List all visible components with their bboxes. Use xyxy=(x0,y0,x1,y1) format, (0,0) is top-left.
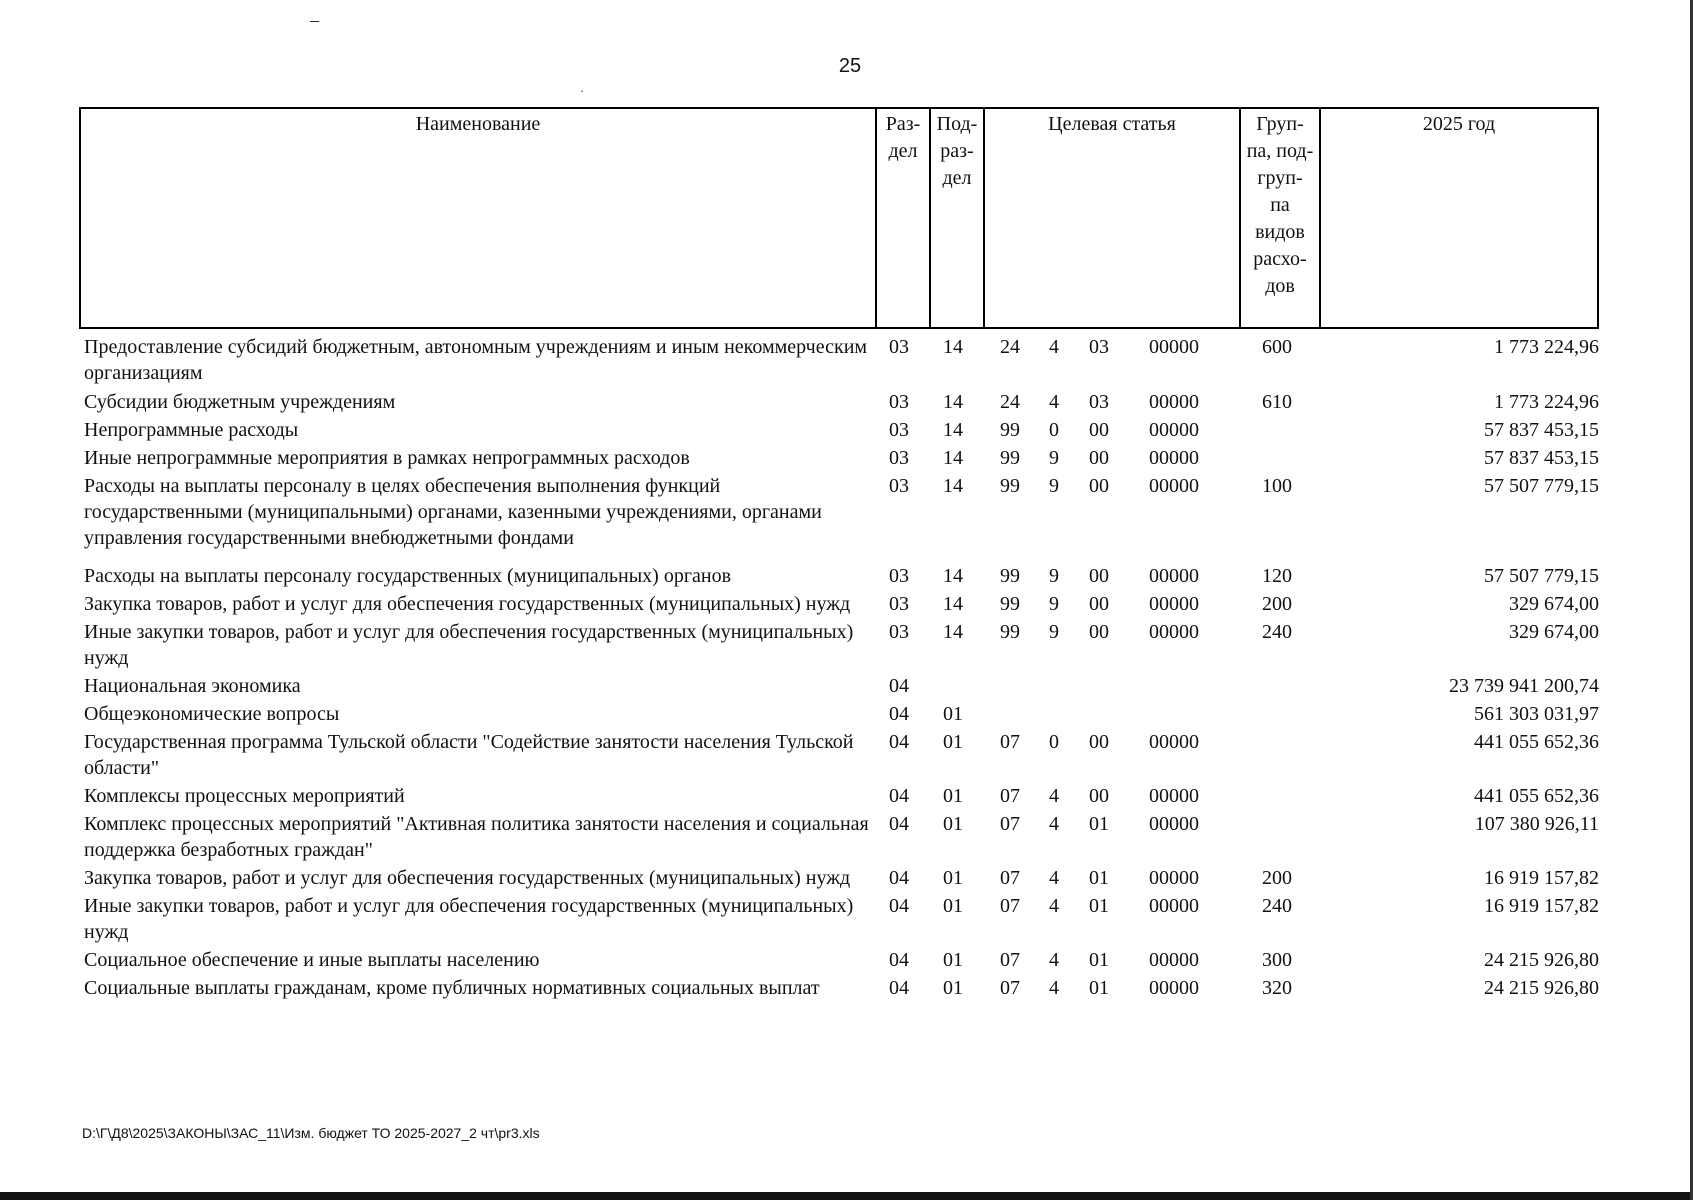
row-group: 240 xyxy=(1262,895,1292,917)
table-row xyxy=(79,729,1599,781)
row-name: Иные непрограммные мероприятия в рамках непрограммных расходов xyxy=(84,447,690,469)
row-amount: 57 507 779,15 xyxy=(1484,475,1599,497)
row-t1: 07 xyxy=(1000,785,1020,807)
header-subsection: Под- раз- дел xyxy=(929,109,983,327)
row-t2: 4 xyxy=(1049,336,1059,358)
row-t2: 9 xyxy=(1049,621,1059,643)
row-t3: 00 xyxy=(1089,419,1109,441)
row-section: 04 xyxy=(889,977,909,999)
row-amount: 23 739 941 200,74 xyxy=(1449,675,1599,697)
row-amount: 57 837 453,15 xyxy=(1484,419,1599,441)
row-t4: 00000 xyxy=(1149,813,1199,835)
row-subsection: 01 xyxy=(943,867,963,889)
row-amount: 329 674,00 xyxy=(1509,621,1599,643)
table-row xyxy=(79,591,1599,617)
file-path-footer: D:\Г\Д8\2025\ЗАКОНЫ\ЗАС_11\Изм. бюджет ТО 2025-2027_2 чт\pr3.xls xyxy=(82,1125,540,1141)
row-t1: 24 xyxy=(1000,391,1020,413)
row-amount: 441 055 652,36 xyxy=(1474,785,1599,807)
stray-dash-mark: – xyxy=(310,10,319,30)
row-t4: 00000 xyxy=(1149,419,1199,441)
row-t3: 00 xyxy=(1089,475,1109,497)
row-t3: 00 xyxy=(1089,447,1109,469)
row-subsection: 14 xyxy=(943,447,963,469)
table-header xyxy=(79,107,1599,329)
row-t3: 01 xyxy=(1089,813,1109,835)
table-row xyxy=(79,947,1599,973)
row-subsection: 01 xyxy=(943,895,963,917)
row-t1: 99 xyxy=(1000,419,1020,441)
row-t2: 9 xyxy=(1049,565,1059,587)
row-name: Государственная программа Тульской области "Содействие занятости населения Тульской области" xyxy=(84,731,854,779)
row-t4: 00000 xyxy=(1149,336,1199,358)
table-row xyxy=(79,893,1599,945)
row-name: Национальная экономика xyxy=(84,675,301,697)
row-section: 04 xyxy=(889,731,909,753)
row-section: 03 xyxy=(889,475,909,497)
row-section: 04 xyxy=(889,949,909,971)
table-row xyxy=(79,334,1599,386)
row-amount: 1 773 224,96 xyxy=(1494,336,1599,358)
row-t4: 00000 xyxy=(1149,475,1199,497)
row-t3: 00 xyxy=(1089,565,1109,587)
table-row xyxy=(79,783,1599,809)
table-row xyxy=(79,445,1599,471)
table-row xyxy=(79,619,1599,671)
row-t4: 00000 xyxy=(1149,977,1199,999)
row-section: 04 xyxy=(889,867,909,889)
row-subsection: 14 xyxy=(943,419,963,441)
row-subsection: 14 xyxy=(943,391,963,413)
page-number: 25 xyxy=(838,55,862,77)
table-row xyxy=(79,975,1599,1001)
table-row xyxy=(79,563,1599,589)
row-t4: 00000 xyxy=(1149,447,1199,469)
row-t3: 01 xyxy=(1089,895,1109,917)
row-section: 04 xyxy=(889,895,909,917)
row-subsection: 01 xyxy=(943,703,963,725)
row-t2: 4 xyxy=(1049,977,1059,999)
row-t1: 07 xyxy=(1000,977,1020,999)
row-section: 03 xyxy=(889,336,909,358)
table-row xyxy=(79,811,1599,863)
table-row xyxy=(79,673,1599,699)
table-row xyxy=(79,417,1599,443)
row-t4: 00000 xyxy=(1149,565,1199,587)
row-t4: 00000 xyxy=(1149,895,1199,917)
row-group: 600 xyxy=(1262,336,1292,358)
row-t2: 4 xyxy=(1049,867,1059,889)
row-name: Непрограммные расходы xyxy=(84,419,299,441)
row-section: 04 xyxy=(889,675,909,697)
row-t4: 00000 xyxy=(1149,785,1199,807)
row-subsection: 14 xyxy=(943,565,963,587)
row-t1: 07 xyxy=(1000,731,1020,753)
row-section: 03 xyxy=(889,419,909,441)
row-t3: 03 xyxy=(1089,336,1109,358)
table-row xyxy=(79,701,1599,727)
header-target-article: Целевая статья xyxy=(983,109,1239,327)
row-t1: 99 xyxy=(1000,621,1020,643)
row-section: 04 xyxy=(889,785,909,807)
row-section: 04 xyxy=(889,813,909,835)
bottom-border xyxy=(0,1192,1693,1200)
row-group: 300 xyxy=(1262,949,1292,971)
row-subsection: 01 xyxy=(943,813,963,835)
row-amount: 57 837 453,15 xyxy=(1484,447,1599,469)
row-t3: 01 xyxy=(1089,867,1109,889)
row-amount: 329 674,00 xyxy=(1509,593,1599,615)
row-name: Закупка товаров, работ и услуг для обеспечения государственных (муниципальных) нужд xyxy=(84,593,851,615)
row-t1: 99 xyxy=(1000,565,1020,587)
row-amount: 57 507 779,15 xyxy=(1484,565,1599,587)
stray-dot-mark: · xyxy=(580,84,584,98)
row-section: 03 xyxy=(889,391,909,413)
row-group: 100 xyxy=(1262,475,1292,497)
row-name: Иные закупки товаров, работ и услуг для обеспечения государственных (муниципальных) нужд xyxy=(84,621,854,669)
row-t2: 0 xyxy=(1049,419,1059,441)
row-section: 03 xyxy=(889,621,909,643)
row-name: Предоставление субсидий бюджетным, автономным учреждениям и иным некоммерческим организациям xyxy=(84,336,868,384)
row-t4: 00000 xyxy=(1149,867,1199,889)
row-name: Расходы на выплаты персоналу в целях обеспечения выполнения функций государственными (муниципальными) органами, казенными учреждениями, органами управления государственными внебюджетными фондами xyxy=(84,475,822,549)
row-group: 240 xyxy=(1262,621,1292,643)
table-row xyxy=(79,865,1599,891)
row-t2: 9 xyxy=(1049,593,1059,615)
row-subsection: 01 xyxy=(943,731,963,753)
row-section: 03 xyxy=(889,447,909,469)
row-t2: 9 xyxy=(1049,475,1059,497)
row-t2: 4 xyxy=(1049,785,1059,807)
row-t4: 00000 xyxy=(1149,621,1199,643)
row-amount: 561 303 031,97 xyxy=(1474,703,1599,725)
row-amount: 16 919 157,82 xyxy=(1484,895,1599,917)
row-t2: 0 xyxy=(1049,731,1059,753)
row-t1: 99 xyxy=(1000,593,1020,615)
row-name: Расходы на выплаты персоналу государственных (муниципальных) органов xyxy=(84,565,732,587)
row-group: 320 xyxy=(1262,977,1292,999)
row-subsection: 01 xyxy=(943,977,963,999)
row-name: Социальные выплаты гражданам, кроме публичных нормативных социальных выплат xyxy=(84,977,820,999)
row-amount: 24 215 926,80 xyxy=(1484,949,1599,971)
row-t4: 00000 xyxy=(1149,593,1199,615)
row-section: 03 xyxy=(889,593,909,615)
row-subsection: 01 xyxy=(943,785,963,807)
row-t3: 00 xyxy=(1089,621,1109,643)
row-t3: 00 xyxy=(1089,785,1109,807)
row-name: Социальное обеспечение и иные выплаты населению xyxy=(84,949,540,971)
header-name: Наименование xyxy=(415,113,541,135)
row-amount: 16 919 157,82 xyxy=(1484,867,1599,889)
row-t2: 4 xyxy=(1049,949,1059,971)
row-t3: 00 xyxy=(1089,731,1109,753)
row-group: 610 xyxy=(1262,391,1292,413)
header-expense-group: Груп- па, под- груп- па видов расхо- дов xyxy=(1239,109,1319,327)
row-subsection: 01 xyxy=(943,949,963,971)
row-t3: 00 xyxy=(1089,593,1109,615)
row-t4: 00000 xyxy=(1149,391,1199,413)
row-t3: 01 xyxy=(1089,949,1109,971)
row-t1: 99 xyxy=(1000,447,1020,469)
row-subsection: 14 xyxy=(943,475,963,497)
row-amount: 1 773 224,96 xyxy=(1494,391,1599,413)
row-name: Общеэкономические вопросы xyxy=(84,703,340,725)
row-group: 120 xyxy=(1262,565,1292,587)
row-group: 200 xyxy=(1262,593,1292,615)
row-section: 03 xyxy=(889,565,909,587)
row-t1: 24 xyxy=(1000,336,1020,358)
row-t1: 99 xyxy=(1000,475,1020,497)
row-t2: 9 xyxy=(1049,447,1059,469)
row-t3: 01 xyxy=(1089,977,1109,999)
row-t2: 4 xyxy=(1049,391,1059,413)
header-section: Раз- дел xyxy=(875,109,929,327)
row-t3: 03 xyxy=(1089,391,1109,413)
row-name: Субсидии бюджетным учреждениям xyxy=(84,391,396,413)
row-t4: 00000 xyxy=(1149,731,1199,753)
row-amount: 24 215 926,80 xyxy=(1484,977,1599,999)
row-name: Закупка товаров, работ и услуг для обеспечения государственных (муниципальных) нужд xyxy=(84,867,851,889)
row-t1: 07 xyxy=(1000,895,1020,917)
row-t2: 4 xyxy=(1049,813,1059,835)
table-row xyxy=(79,473,1599,551)
table-body xyxy=(79,334,1599,1001)
row-t1: 07 xyxy=(1000,867,1020,889)
row-t4: 00000 xyxy=(1149,949,1199,971)
row-group: 200 xyxy=(1262,867,1292,889)
row-name: Комплексы процессных мероприятий xyxy=(84,785,405,807)
row-subsection: 14 xyxy=(943,621,963,643)
row-subsection: 14 xyxy=(943,593,963,615)
row-name: Иные закупки товаров, работ и услуг для обеспечения государственных (муниципальных) нужд xyxy=(84,895,854,943)
row-amount: 107 380 926,11 xyxy=(1474,813,1599,835)
row-t1: 07 xyxy=(1000,813,1020,835)
row-section: 04 xyxy=(889,703,909,725)
row-t1: 07 xyxy=(1000,949,1020,971)
row-subsection: 14 xyxy=(943,336,963,358)
row-name: Комплекс процессных мероприятий "Активная политика занятости населения и социальная поддержка безработных граждан" xyxy=(84,813,869,861)
row-t2: 4 xyxy=(1049,895,1059,917)
table-row xyxy=(79,389,1599,415)
row-amount: 441 055 652,36 xyxy=(1474,731,1599,753)
header-year-2025: 2025 год xyxy=(1319,109,1597,327)
